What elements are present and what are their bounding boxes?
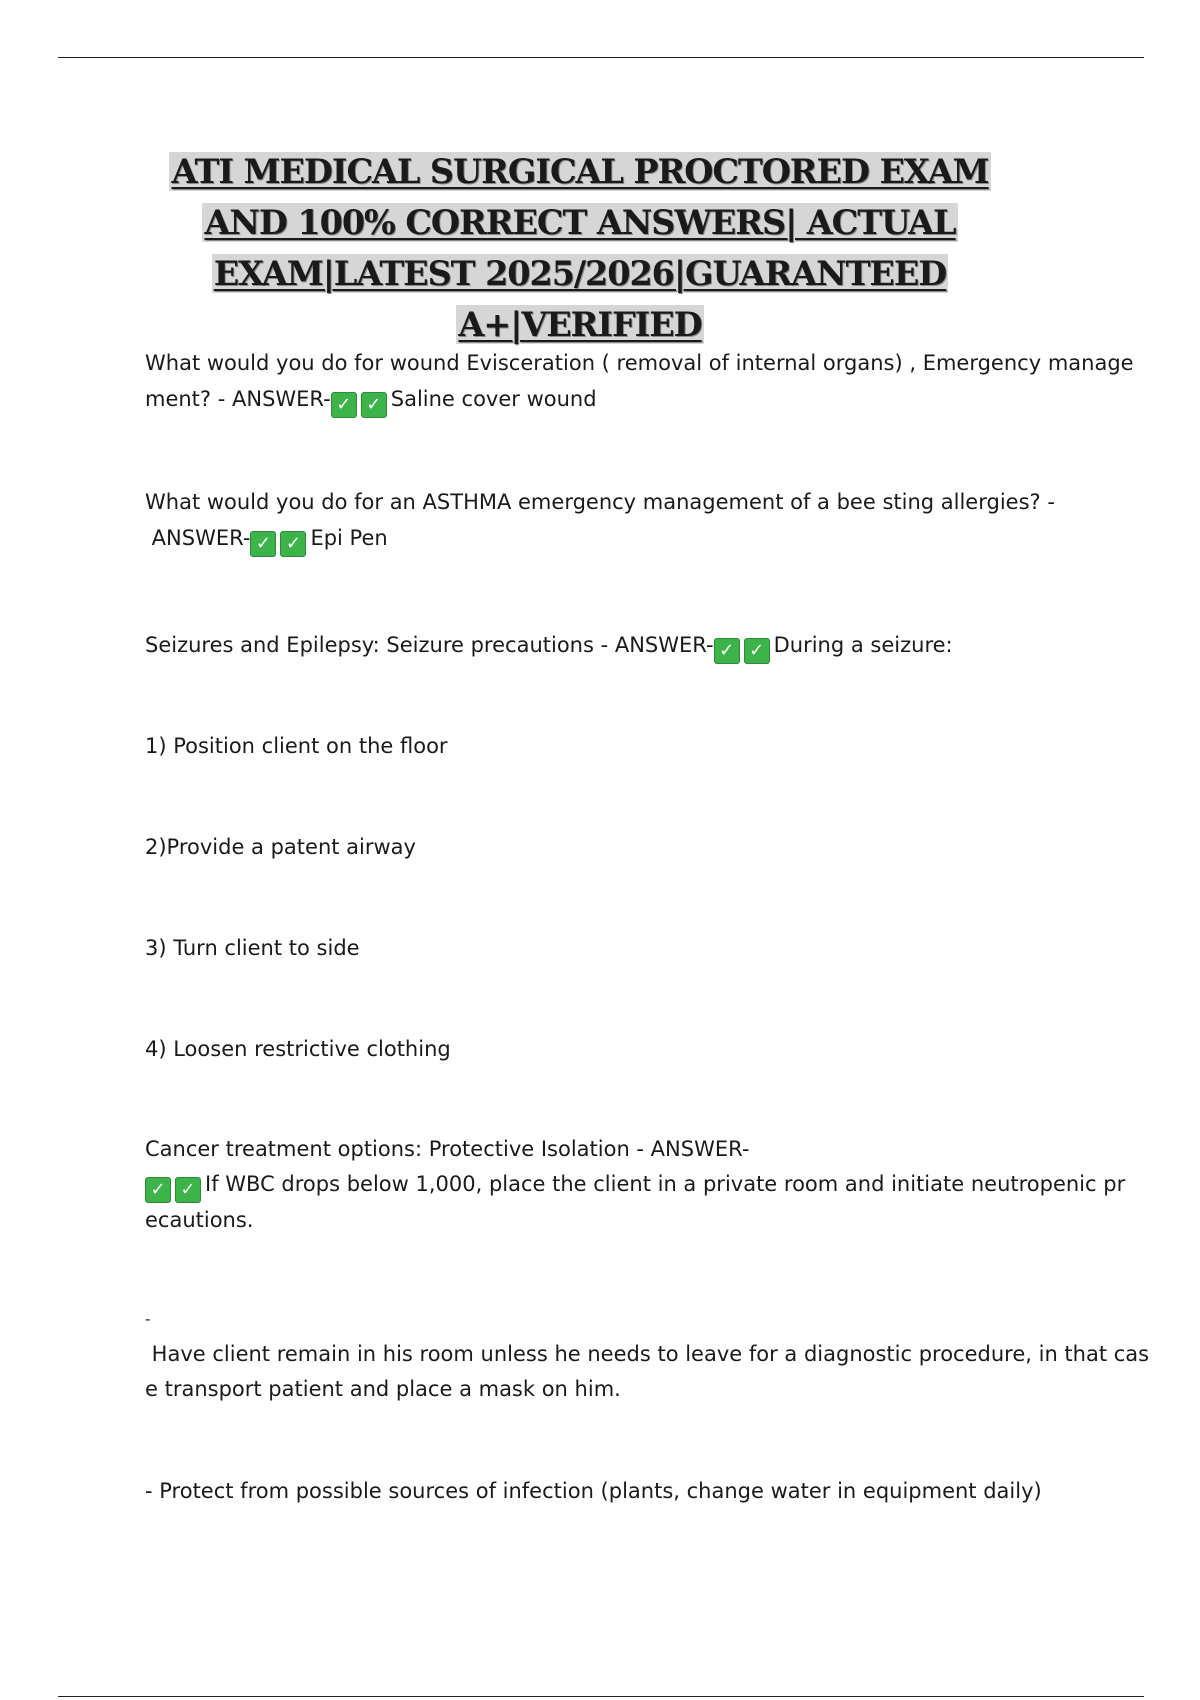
- checkmark-icon: ✓: [175, 1177, 201, 1203]
- answer-text: If WBC drops below 1,000, place the client in a private room and initiate neutropenic pr: [205, 1172, 1126, 1196]
- title-line: EXAM|LATEST 2025/2026|GUARANTEED: [213, 254, 947, 293]
- seizure-step: 2)Provide a patent airway: [145, 835, 416, 859]
- seizure-step: 1) Position client on the floor: [145, 734, 448, 758]
- answer-line: ment? - ANSWER- ✓ ✓ Saline cover wound: [145, 381, 1065, 418]
- checkmark-icon: ✓: [744, 638, 770, 664]
- answer-text: During a seizure:: [773, 633, 953, 657]
- answer-text: Epi Pen: [310, 526, 388, 550]
- separator-dash: -: [145, 1310, 151, 1328]
- seizure-step: 3) Turn client to side: [145, 936, 360, 960]
- question-seizures: [145, 627, 1065, 664]
- question-asthma: [145, 484, 1065, 557]
- checkmark-icon: ✓: [714, 638, 740, 664]
- isolation-paragraph: Have client remain in his room unless he needs to leave for a diagnostic procedure, in that cas e transport patient and place a mask on him.: [145, 1342, 1150, 1401]
- answer-line: ANSWER- ✓ ✓ Epi Pen: [145, 520, 1065, 557]
- checkmark-icon: ✓: [331, 392, 357, 418]
- answer-text: Saline cover wound: [390, 387, 597, 411]
- bottom-rule: [58, 1696, 1144, 1697]
- top-rule: [58, 57, 1144, 58]
- title-line: AND 100% CORRECT ANSWERS| ACTUAL: [204, 203, 956, 242]
- checkmark-icon: ✓: [250, 531, 276, 557]
- title-line: ATI MEDICAL SURGICAL PROCTORED EXAM: [171, 152, 989, 191]
- question-cancer-treatment: [145, 1132, 1126, 1238]
- answer-line: Seizures and Epilepsy: Seizure precautions - ANSWER- ✓ ✓ During a seizure:: [145, 627, 1065, 664]
- document-title: [120, 146, 1040, 350]
- answer-continuation: ecautions.: [145, 1208, 254, 1232]
- answer-line: [145, 1167, 1126, 1203]
- infection-paragraph: - Protect from possible sources of infection (plants, change water in equipment daily): [145, 1479, 1042, 1503]
- checkmark-icon: ✓: [361, 392, 387, 418]
- title-line: A+|VERIFIED: [458, 305, 702, 344]
- question-text: Cancer treatment options: Protective Isolation - ANSWER-: [145, 1137, 750, 1161]
- checkmark-icon: ✓: [280, 531, 306, 557]
- question-text: What would you do for wound Evisceration ( removal of internal organs) , Emergency manage: [145, 351, 1134, 375]
- seizure-step: 4) Loosen restrictive clothing: [145, 1037, 451, 1061]
- question-evisceration: [145, 345, 1134, 418]
- question-text: What would you do for an ASTHMA emergency management of a bee sting allergies? -: [145, 490, 1055, 514]
- checkmark-icon: ✓: [145, 1177, 171, 1203]
